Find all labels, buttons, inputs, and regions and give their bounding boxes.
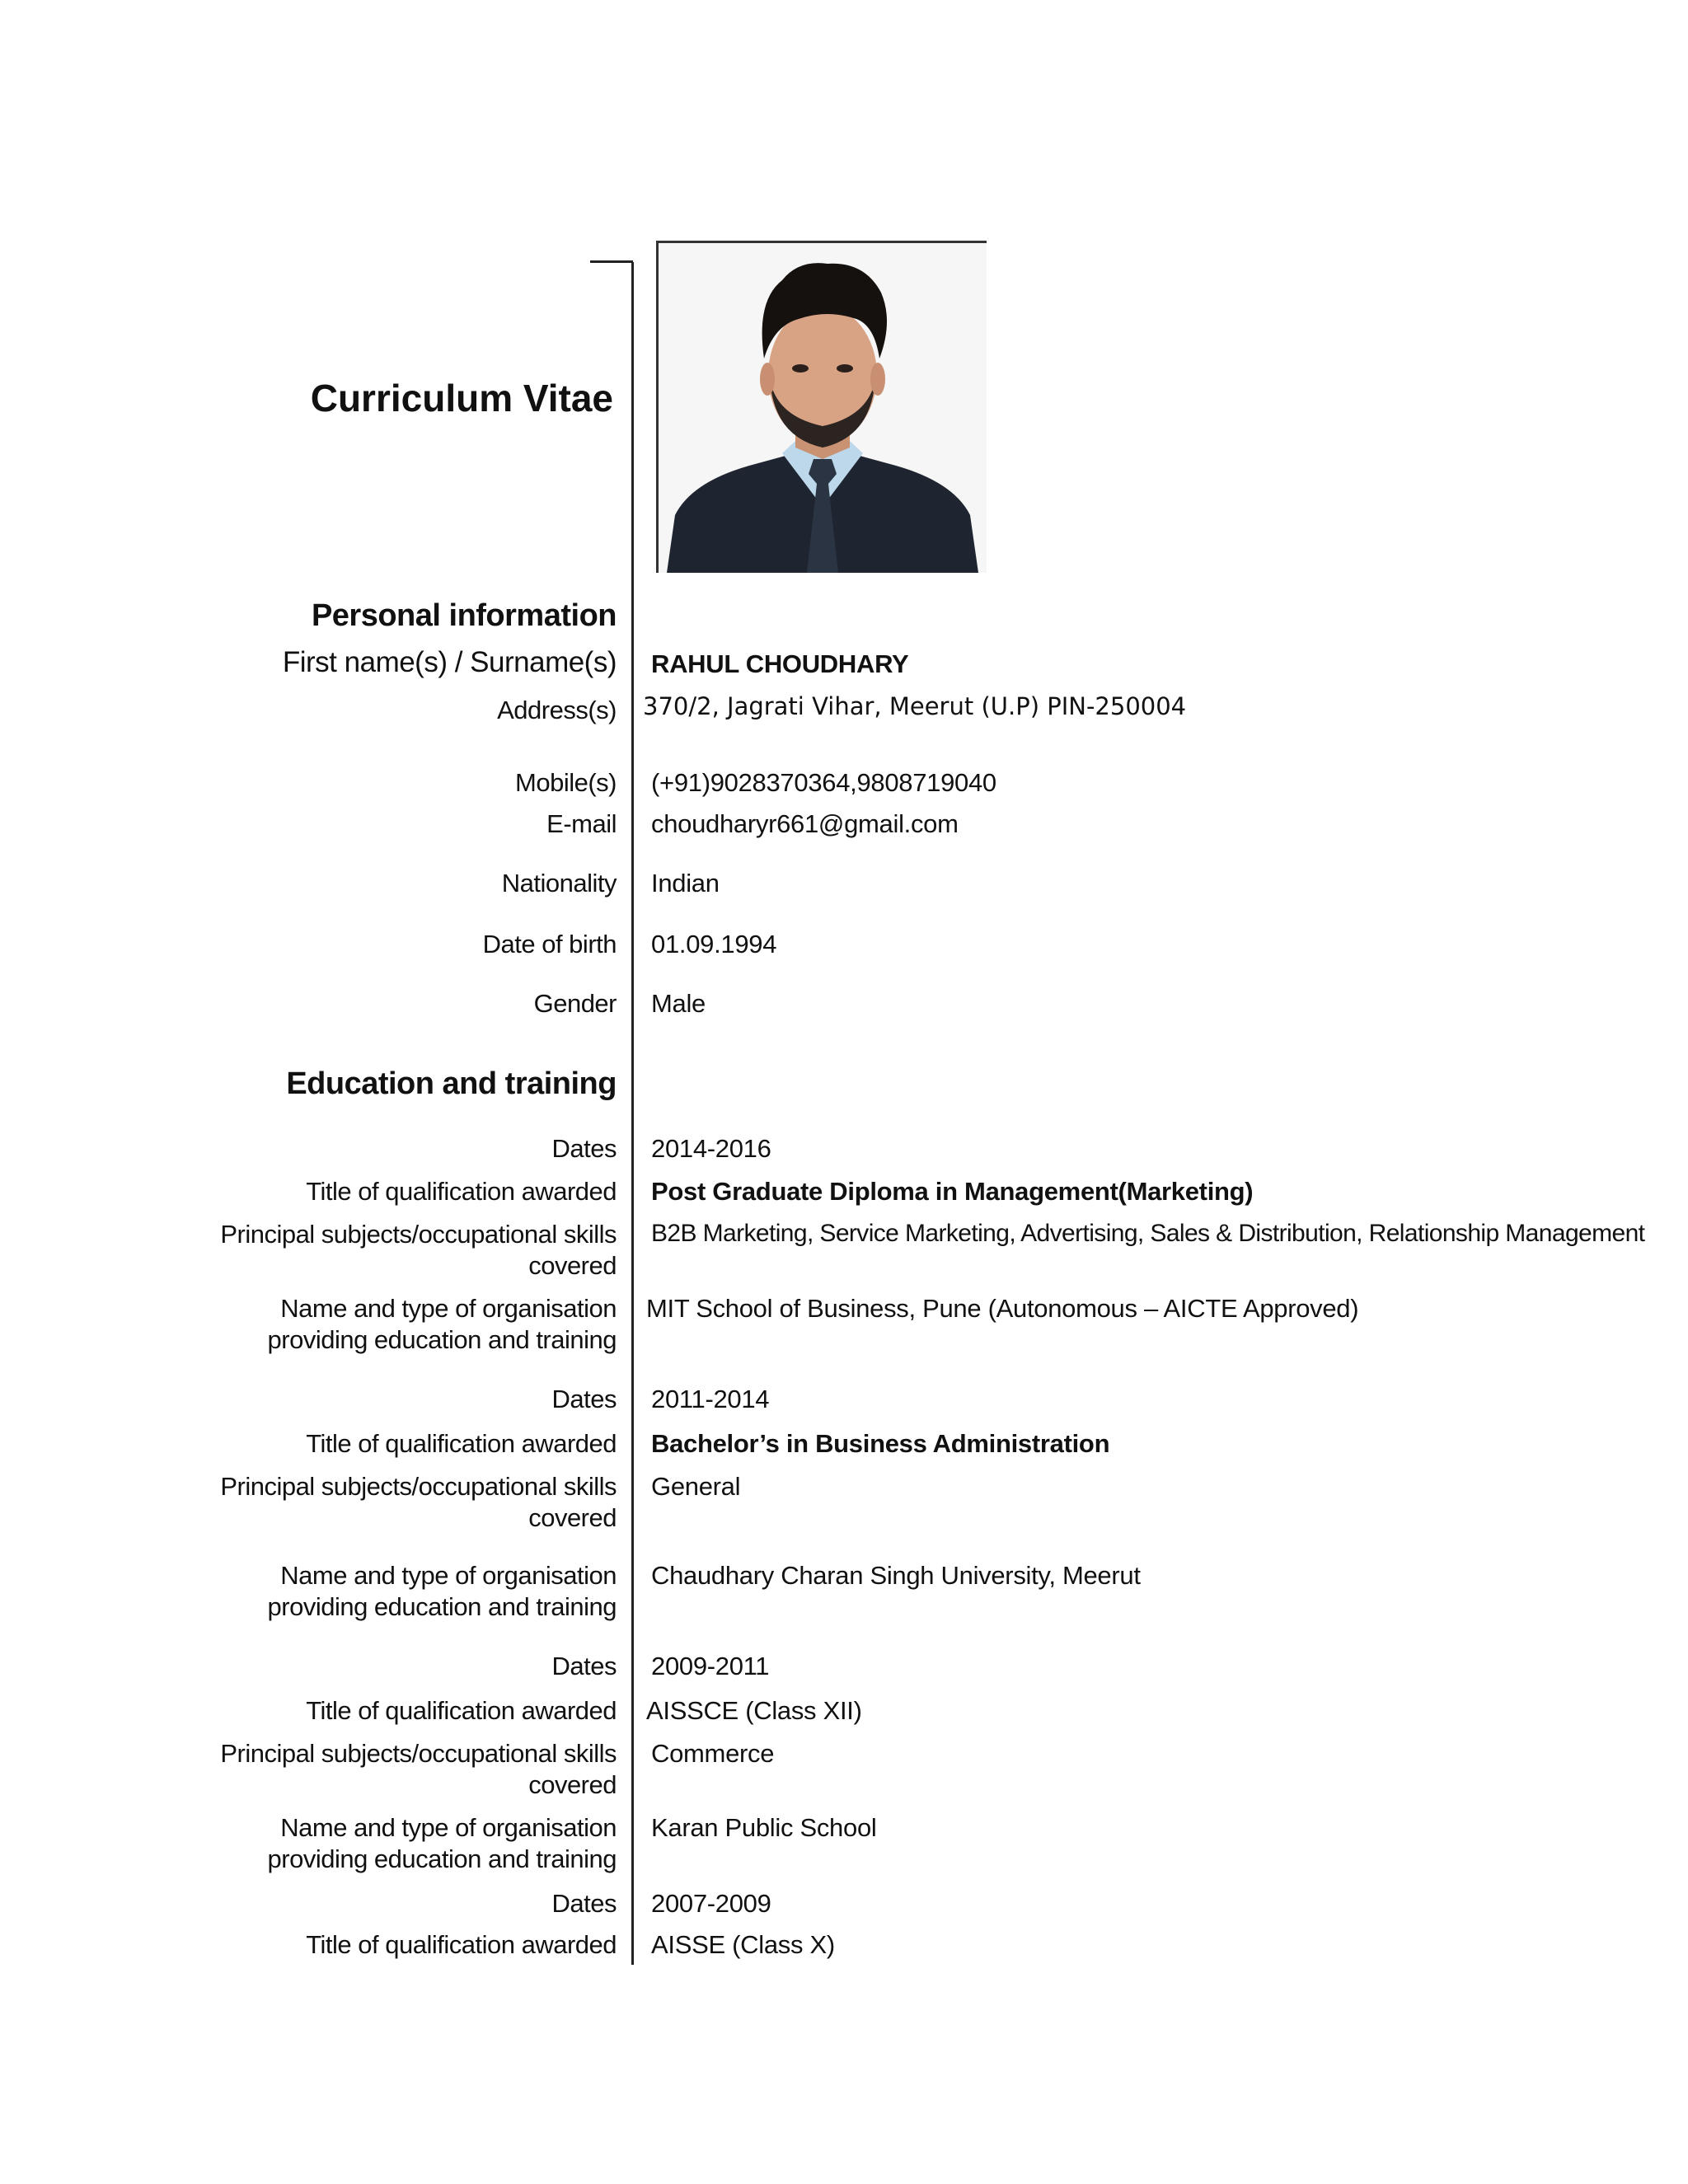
qualification-value: AISSE (Class X) (651, 1930, 835, 1959)
dates-label: Dates (551, 1652, 617, 1680)
dates-label: Dates (551, 1385, 617, 1413)
organisation-label: Name and type of organisation (280, 1294, 617, 1323)
nationality-label: Nationality (501, 869, 617, 898)
address-value: 370/2, Jagrati Vihar, Meerut (U.P) PIN-250004 (643, 692, 1187, 720)
name-value: RAHUL CHOUDHARY (651, 649, 909, 678)
organisation-value: MIT School of Business, Pune (Autonomous – AICTE Approved) (646, 1294, 1359, 1323)
organisation-value: Karan Public School (651, 1813, 877, 1842)
organisation-label: Name and type of organisation (280, 1813, 617, 1842)
portrait-photo-icon (659, 243, 987, 573)
qualification-label: Title of qualification awarded (306, 1696, 617, 1725)
qualification-value: Bachelor’s in Business Administration (651, 1429, 1110, 1458)
personal-info-heading: Personal information (311, 598, 617, 633)
dates-value: 2009-2011 (651, 1652, 770, 1680)
subjects-value: General (651, 1472, 741, 1501)
gender-label: Gender (533, 989, 617, 1018)
dates-label: Dates (551, 1134, 617, 1163)
mobile-label: Mobile(s) (515, 768, 617, 797)
gender-value: Male (651, 989, 706, 1018)
subjects-label: Principal subjects/occupational skills (220, 1472, 617, 1501)
subjects-label: Principal subjects/occupational skills (220, 1739, 617, 1768)
organisation-value: Chaudhary Charan Singh University, Meerut (651, 1561, 1141, 1590)
dates-value: 2007-2009 (651, 1889, 771, 1918)
profile-photo (656, 241, 987, 573)
subjects-label: Principal subjects/occupational skills (220, 1220, 617, 1249)
email-label: E-mail (546, 809, 617, 838)
education-heading: Education and training (286, 1066, 617, 1101)
qualification-label: Title of qualification awarded (306, 1177, 617, 1206)
subjects-label-cont: covered (528, 1503, 617, 1532)
dates-value: 2014-2016 (651, 1134, 771, 1163)
qualification-label: Title of qualification awarded (306, 1930, 617, 1959)
qualification-label: Title of qualification awarded (306, 1429, 617, 1458)
subjects-value: B2B Marketing, Service Marketing, Advertising, Sales & Distribution, Relationship Management (651, 1220, 1645, 1247)
header-rule (590, 260, 633, 263)
organisation-label: Name and type of organisation (280, 1561, 617, 1590)
subjects-label-cont: covered (528, 1770, 617, 1799)
column-divider (631, 262, 634, 1965)
subjects-value: Commerce (651, 1739, 775, 1768)
nationality-value: Indian (651, 869, 720, 898)
cv-title: Curriculum Vitae (310, 377, 613, 419)
address-label: Address(s) (497, 696, 617, 724)
dates-value: 2011-2014 (651, 1385, 770, 1413)
qualification-value: Post Graduate Diploma in Management(Marketing) (651, 1177, 1254, 1206)
subjects-label-cont: covered (528, 1251, 617, 1280)
name-label: First name(s) / Surname(s) (282, 646, 617, 678)
organisation-label-cont: providing education and training (267, 1592, 617, 1621)
organisation-label-cont: providing education and training (267, 1844, 617, 1873)
dates-label: Dates (551, 1889, 617, 1918)
qualification-value: AISSCE (Class XII) (646, 1696, 862, 1725)
mobile-value: (+91)9028370364,9808719040 (651, 768, 996, 797)
dob-value: 01.09.1994 (651, 930, 777, 958)
organisation-label-cont: providing education and training (267, 1325, 617, 1354)
dob-label: Date of birth (482, 930, 617, 958)
email-value[interactable]: choudharyr661@gmail.com (651, 809, 959, 838)
